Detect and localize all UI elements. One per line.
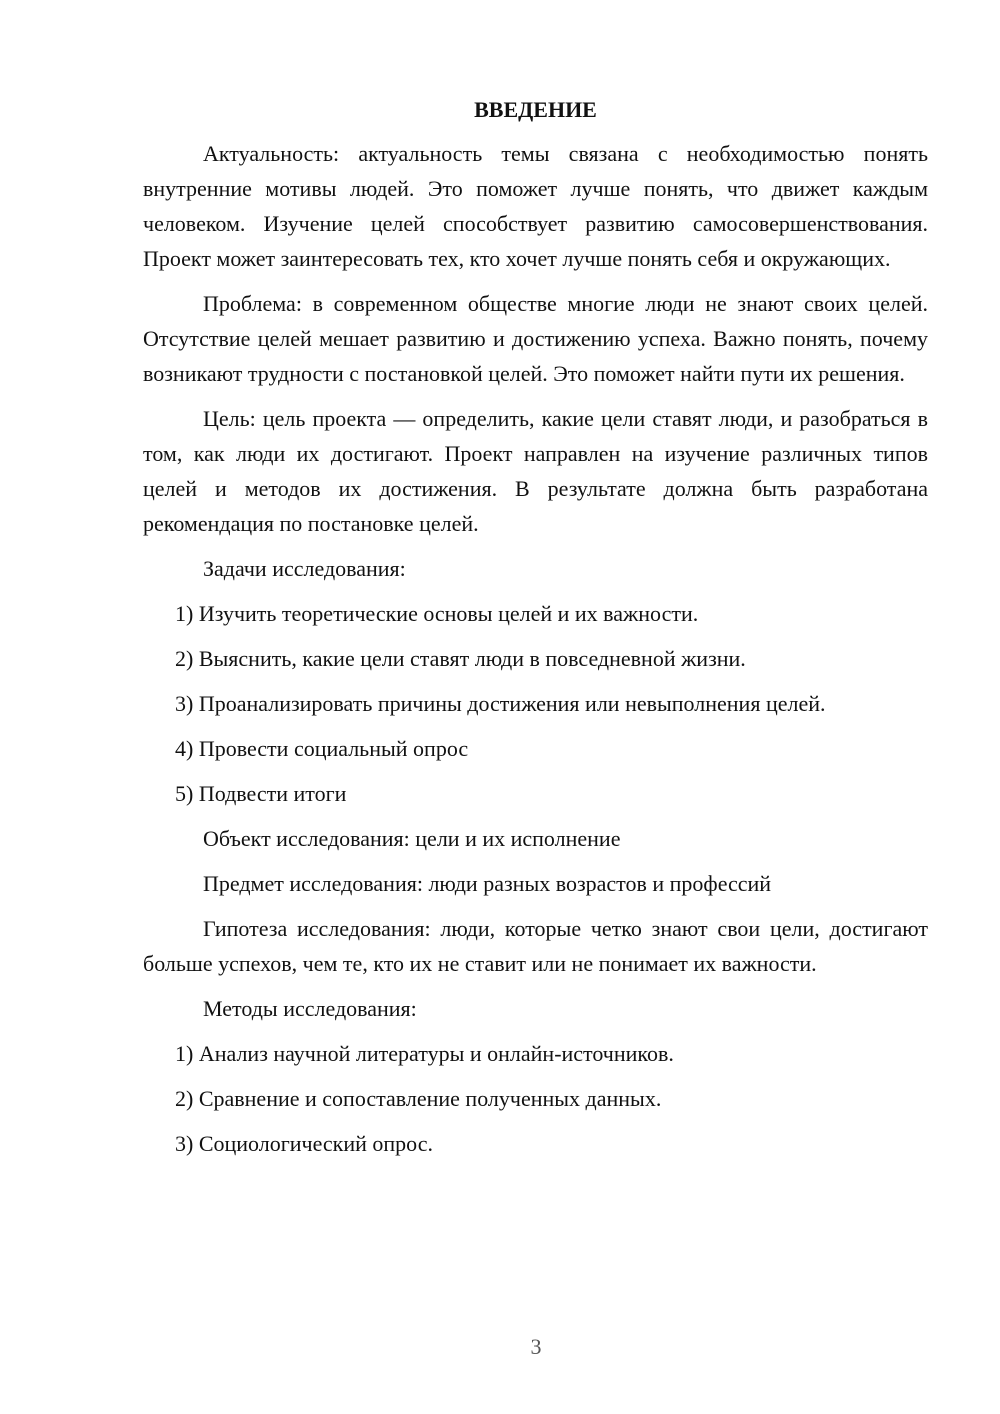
relevance-paragraph: Актуальность: актуальность темы связана с необходимостью понять внутренние мотивы людей. Это поможет лучше понять, что движет каждым человеком. Изучение целей способствует развитию самосовершенствования. Проект может заинтересовать тех, кто хочет лучше понять себя и окружающих. xyxy=(143,141,928,271)
hypothesis-paragraph: Гипотеза исследования: люди, которые четко знают свои цели, достигают больше успехов, чем те, кто их не ставит или не понимает их важности. xyxy=(143,916,928,976)
page-number: 3 xyxy=(530,1334,542,1359)
method-item: 1) Анализ научной литературы и онлайн-источников. xyxy=(175,1041,674,1066)
task-item: 1) Изучить теоретические основы целей и их важности. xyxy=(175,601,699,626)
task-item: 2) Выяснить, какие цели ставят люди в повседневной жизни. xyxy=(175,646,746,671)
goal-paragraph: Цель: цель проекта — определить, какие цели ставят люди, и разобраться в том, как люди их достигают. Проект направлен на изучение различных типов целей и методов их достижения. В результате должна быть разработана рекомендация по постановке целей. xyxy=(143,406,928,536)
research-object: Объект исследования: цели и их исполнение xyxy=(203,826,621,851)
method-item: 2) Сравнение и сопоставление полученных данных. xyxy=(175,1086,662,1111)
task-item: 4) Провести социальный опрос xyxy=(175,736,469,761)
problem-paragraph: Проблема: в современном обществе многие люди не знают своих целей. Отсутствие целей мешает развитию и достижению успеха. Важно понять, почему возникают трудности с постановкой целей. Это поможет найти пути их решения. xyxy=(143,291,928,386)
task-item: 5) Подвести итоги xyxy=(175,781,347,806)
method-item: 3) Социологический опрос. xyxy=(175,1131,433,1156)
research-subject: Предмет исследования: люди разных возрастов и профессий xyxy=(203,871,772,896)
page-title: ВВЕДЕНИЕ xyxy=(474,97,597,122)
tasks-heading: Задачи исследования: xyxy=(203,556,406,581)
methods-heading: Методы исследования: xyxy=(203,996,417,1021)
task-item: 3) Проанализировать причины достижения или невыполнения целей. xyxy=(175,691,826,716)
page-content xyxy=(143,94,928,1171)
